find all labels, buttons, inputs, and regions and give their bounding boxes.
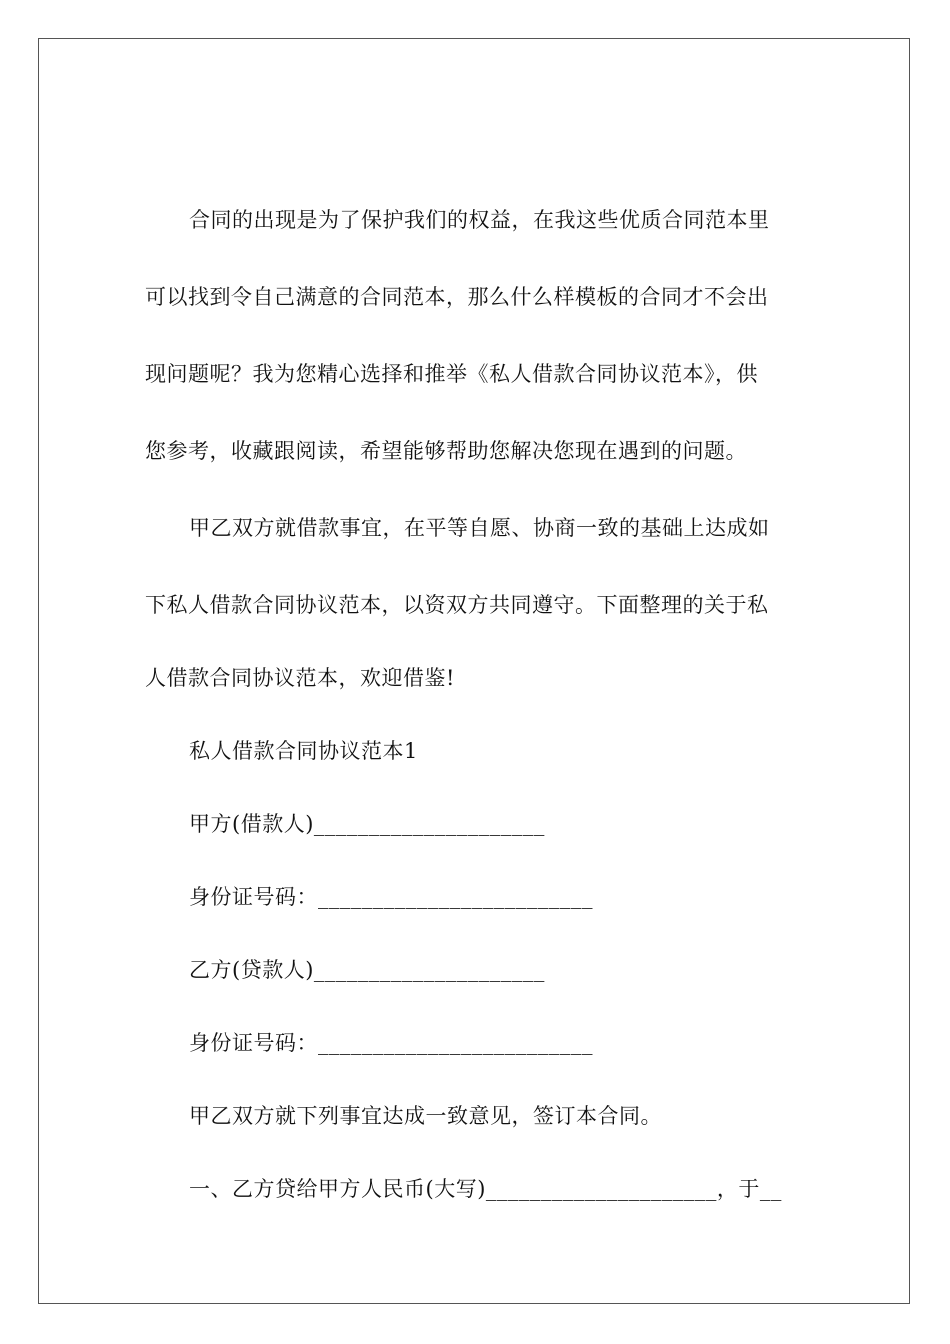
paragraph-preface-line-1: 甲乙双方就借款事宜，在平等自愿、协商一致的基础上达成如 [189, 516, 770, 540]
party-b-field: 乙方(贷款人)_____________________ [189, 958, 545, 982]
agreement-statement: 甲乙双方就下列事宜达成一致意见，签订本合同。 [189, 1104, 662, 1128]
party-b-id-field: 身份证号码：_________________________ [189, 1031, 593, 1055]
paragraph-intro-line-4: 您参考，收藏跟阅读，希望能够帮助您解决您现在遇到的问题。 [145, 439, 747, 463]
paragraph-preface-line-3: 人借款合同协议范本，欢迎借鉴! [145, 666, 455, 690]
paragraph-intro-line-3: 现问题呢？我为您精心选择和推举《私人借款合同协议范本》，供 [145, 362, 758, 386]
paragraph-intro-line-2: 可以找到令自己满意的合同范本，那么什么样模板的合同才不会出 [145, 285, 769, 309]
paragraph-intro-line-1: 合同的出现是为了保护我们的权益，在我这些优质合同范本里 [189, 208, 770, 232]
clause-one: 一、乙方贷给甲方人民币(大写)_____________________，于__ [189, 1177, 782, 1201]
party-a-field: 甲方(借款人)_____________________ [189, 812, 545, 836]
party-a-id-field: 身份证号码：_________________________ [189, 885, 593, 909]
section-heading: 私人借款合同协议范本1 [189, 739, 418, 763]
paragraph-preface-line-2: 下私人借款合同协议范本，以资双方共同遵守。下面整理的关于私 [145, 593, 769, 617]
